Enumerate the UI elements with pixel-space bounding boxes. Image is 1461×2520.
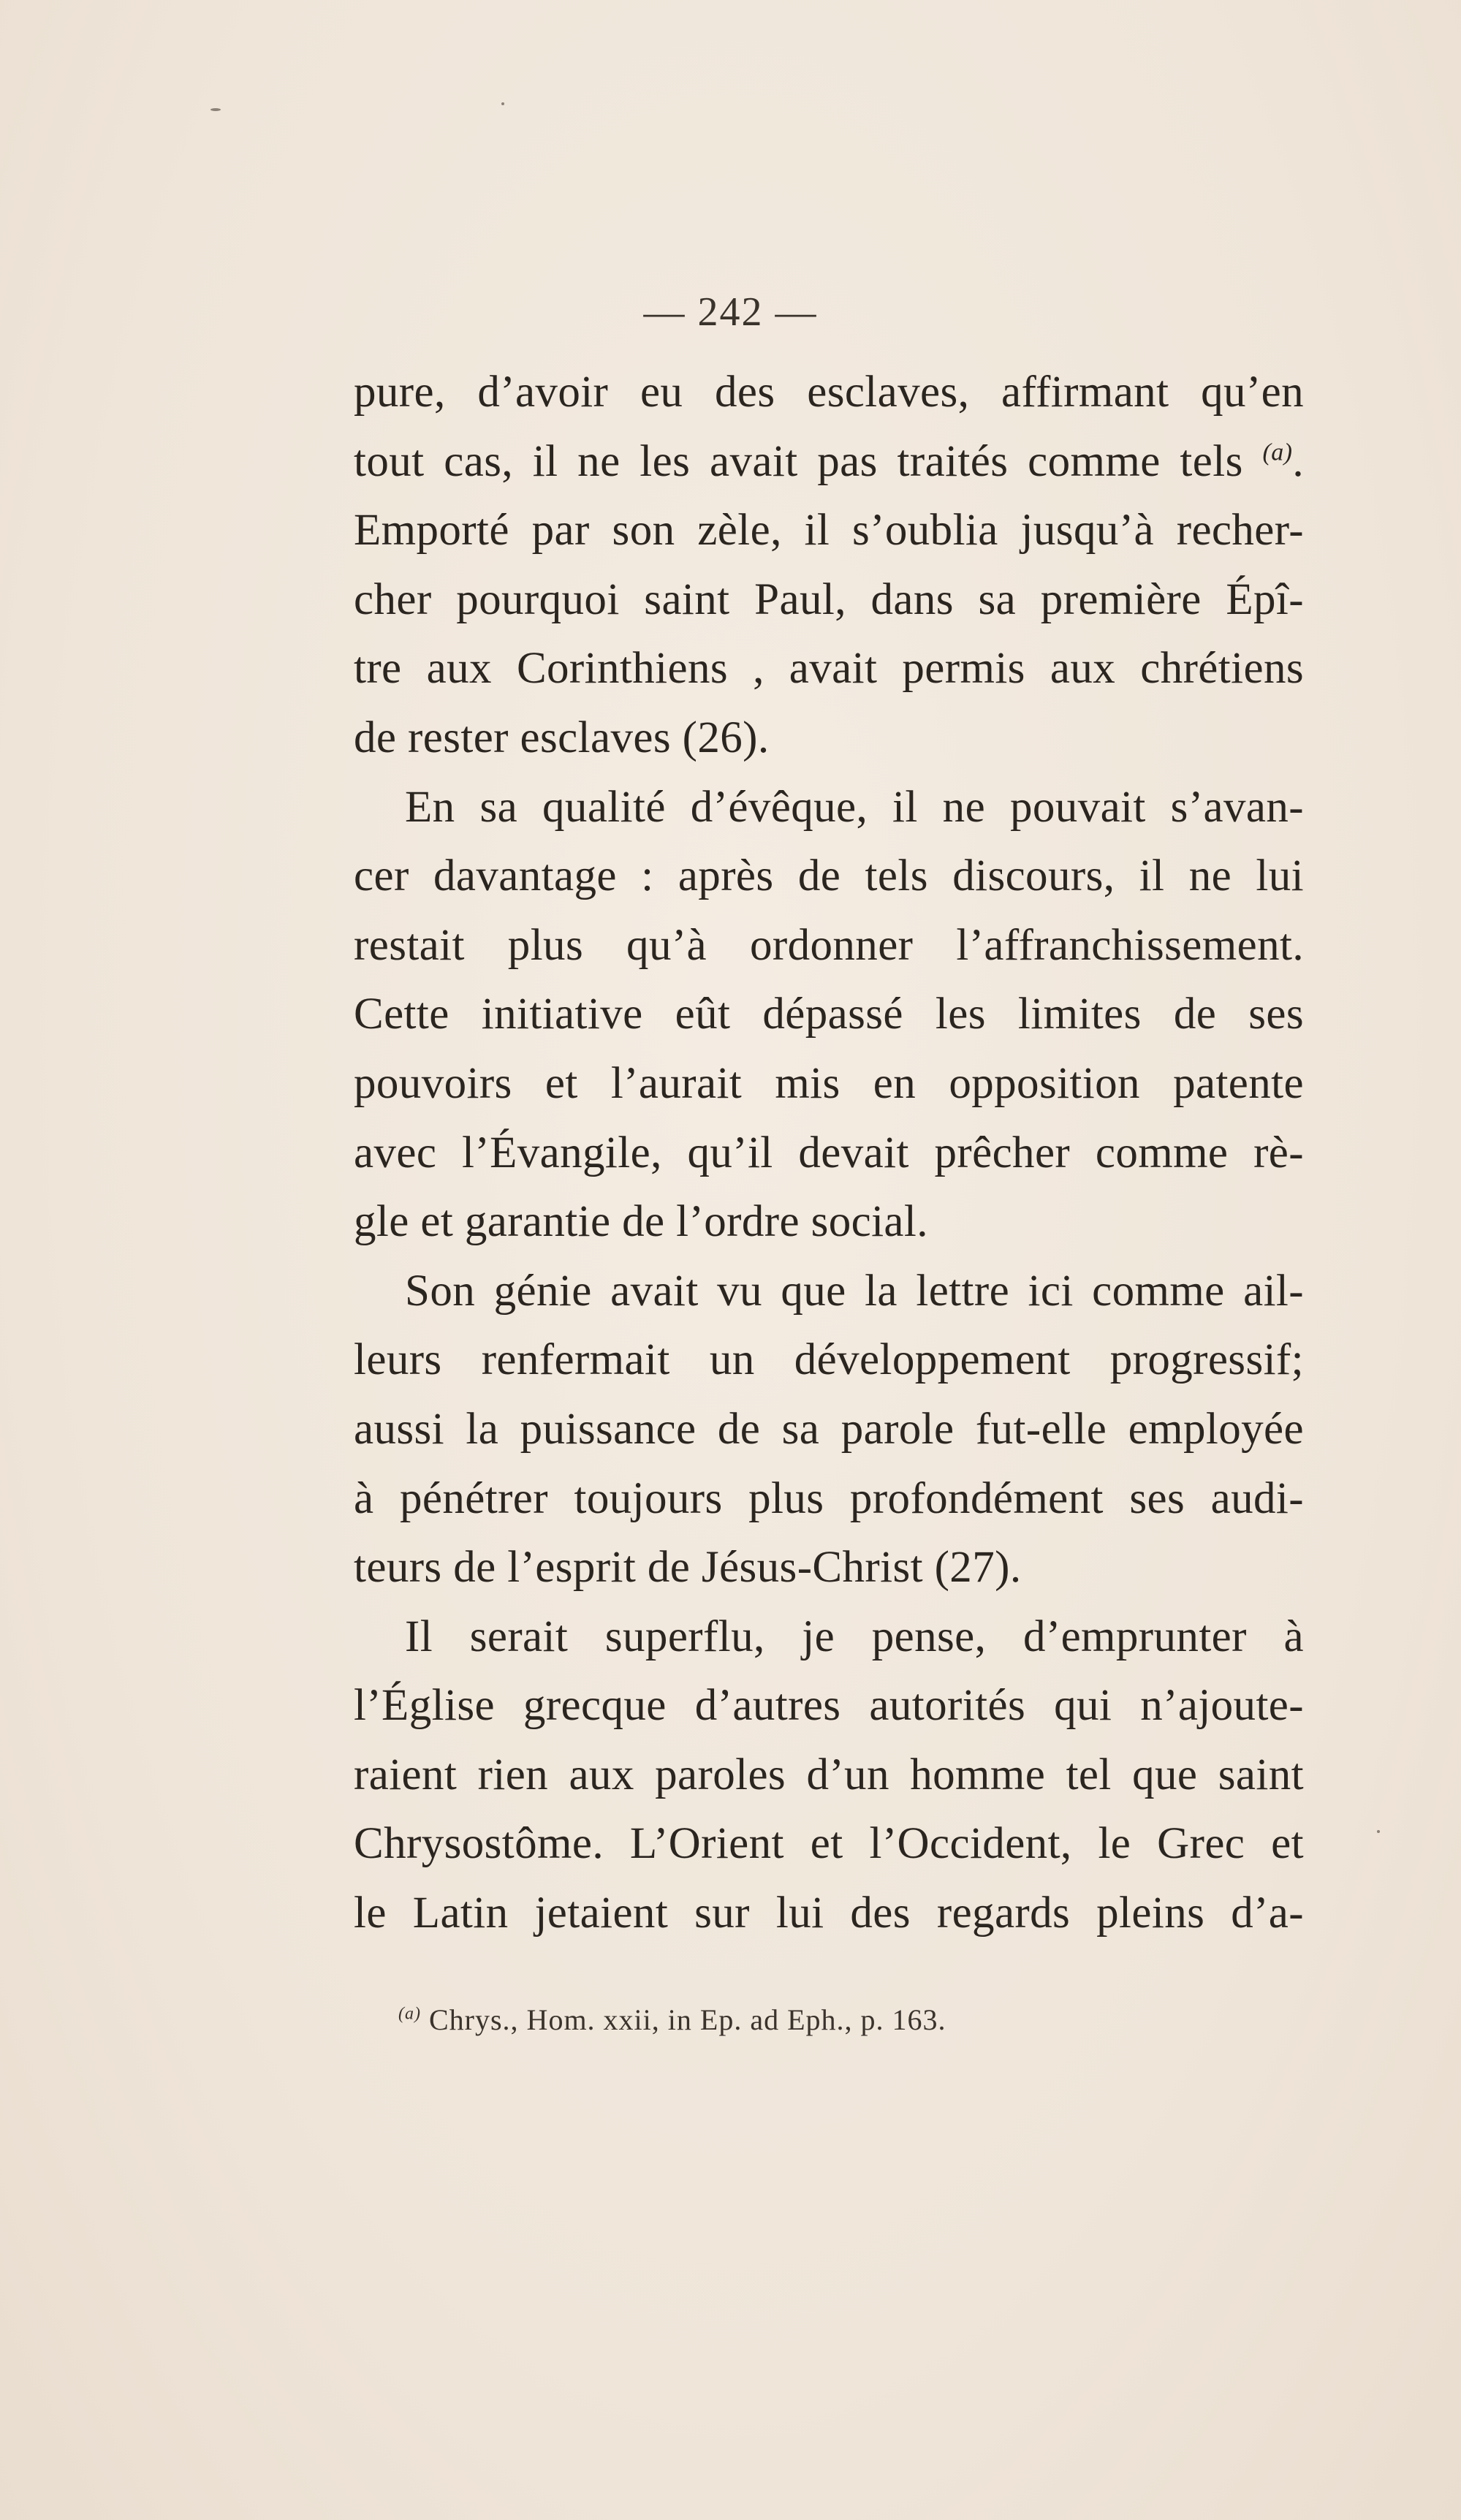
text-line: le Latin jetaient sur lui des regards pleins d’a- — [354, 1889, 1304, 1938]
text-line: à pénétrer toujours plus profondément ses audi- — [354, 1473, 1304, 1523]
text-line: aussi la puissance de sa parole fut-elle employée — [354, 1404, 1304, 1454]
body-text — [354, 358, 1304, 1948]
text-line: tre aux Corinthiens , avait permis aux chrétiens — [354, 644, 1304, 694]
text-line: cer davantage : après de tels discours, il ne lui — [354, 851, 1304, 901]
paragraph-start-line: En sa qualité d’évêque, il ne pouvait s’avan- — [405, 782, 1304, 832]
paper-speck — [210, 108, 221, 111]
paper-speck — [1377, 1830, 1380, 1833]
text-line: leurs renfermait un développement progressif; — [354, 1335, 1304, 1385]
footnote-marker: (a) — [398, 2004, 421, 2024]
text-line: raient rien aux paroles d’un homme tel que saint — [354, 1750, 1304, 1799]
text-line: tout cas, il ne les avait pas traités comme tels $^{(a)}$. — [354, 436, 1304, 486]
paragraph-end-line: teurs de l’esprit de Jésus-Christ (27). — [354, 1543, 1022, 1593]
text-line: restait plus qu’à ordonner l’affranchissement. — [354, 920, 1304, 970]
footnote-text: Chrys., Hom. xxii, in Ep. ad Eph., p. 163. — [428, 2003, 946, 2036]
paper-speck — [501, 102, 504, 105]
text-line: l’Église grecque d’autres autorités qui n’ajoute- — [354, 1681, 1304, 1731]
page-number: — 242 — — [643, 289, 818, 335]
text-line: avec l’Évangile, qu’il devait prêcher comme rè- — [354, 1128, 1304, 1177]
text-line: pouvoirs et l’aurait mis en opposition patente — [354, 1058, 1304, 1108]
paragraph-end-line: gle et garantie de l’ordre social. — [354, 1197, 928, 1247]
text-line: Cette initiative eût dépassé les limites de ses — [354, 990, 1304, 1039]
text-line: Chrysostôme. L’Orient et l’Occident, le Grec et — [354, 1819, 1304, 1869]
footnote — [398, 2003, 946, 2037]
paragraph-start-line: Son génie avait vu que la lettre ici comme ail- — [405, 1266, 1304, 1316]
paragraph-start-line: Il serait superflu, je pense, d’emprunter à — [405, 1612, 1304, 1661]
text-line: Emporté par son zèle, il s’oublia jusqu’à recher- — [354, 506, 1304, 555]
footnote-reference: (a) — [1262, 439, 1293, 466]
text-line-content: tout cas, il ne les avait pas traités comme tels — [354, 436, 1243, 486]
text-line: cher pourquoi saint Paul, dans sa première Épî- — [354, 574, 1304, 624]
text-line: pure, d’avoir eu des esclaves, affirmant qu’en — [354, 368, 1304, 417]
paragraph-end-line: de rester esclaves (26). — [354, 713, 770, 762]
